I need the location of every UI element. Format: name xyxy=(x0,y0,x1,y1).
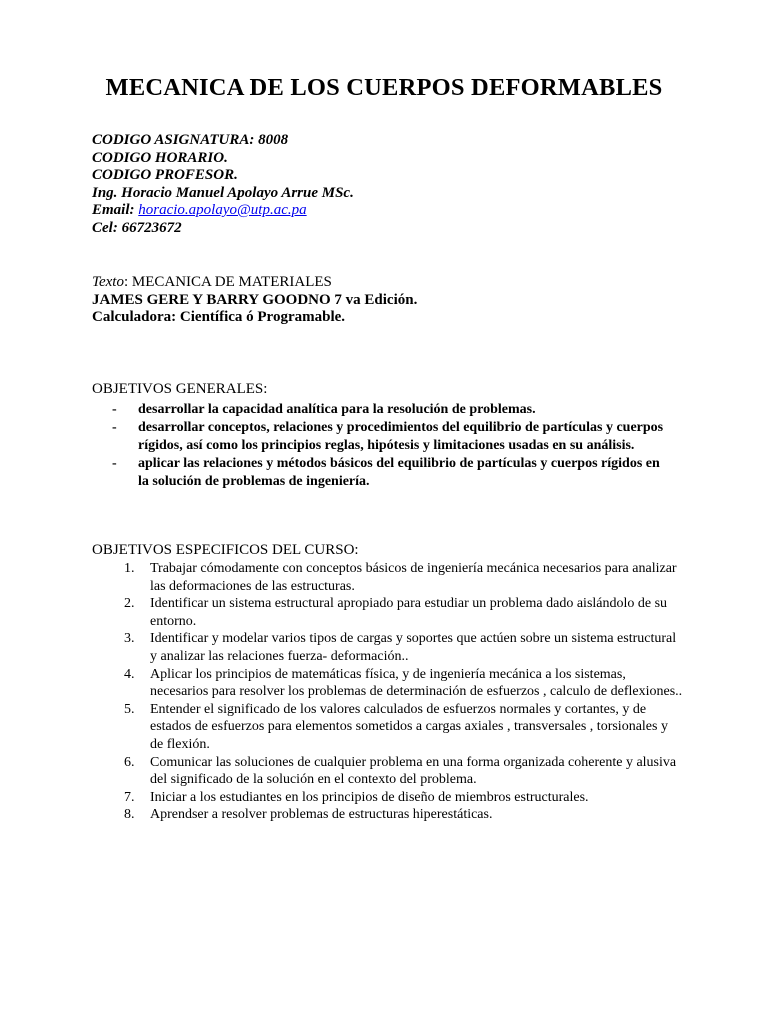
objetivos-generales-heading: OBJETIVOS GENERALES: xyxy=(92,381,268,397)
bullet-dash: - xyxy=(112,420,117,435)
list-item-text: Aplicar los principios de matemáticas física, y de ingeniería mecánica a los sistemas, necesarios para resolver los problemas de determinación de esfuerzos , calculo de deflexiones.. xyxy=(150,666,683,700)
list-number: 4. xyxy=(124,666,135,682)
codigo-horario: CODIGO HORARIO. xyxy=(92,149,228,166)
list-item xyxy=(124,666,684,701)
texto-colon: : xyxy=(123,274,132,290)
textbook-block xyxy=(92,274,417,327)
textbook-authors: JAMES GERE Y BARRY GOODNO 7 va Edición. xyxy=(92,291,418,308)
bullet-dash: - xyxy=(112,456,117,471)
list-item xyxy=(124,806,684,824)
list-item-text: Comunicar las soluciones de cualquier problema en una forma organizada coherente y alusiva del significado de la solución en el contexto del problema. xyxy=(150,754,677,788)
list-item xyxy=(112,401,672,419)
list-item-text: aplicar las relaciones y métodos básicos del equilibrio de partículas y cuerpos rígidos en la solución de problemas de ingeniería. xyxy=(138,456,660,489)
list-item-text: Identificar y modelar varios tipos de cargas y soportes que actúen sobre un sistema estructural y analizar las relaciones fuerza- deformación.. xyxy=(150,631,677,664)
objetivos-generales-list xyxy=(112,401,672,491)
objetivos-especificos-heading: OBJETIVOS ESPECIFICOS DEL CURSO: xyxy=(92,542,359,558)
email-line xyxy=(92,202,354,220)
list-number: 2. xyxy=(124,596,135,612)
list-item-text: Aprendser a resolver problemas de estructuras hiperestáticas. xyxy=(150,807,493,823)
list-number: 5. xyxy=(124,701,135,717)
texto-line xyxy=(92,274,417,292)
list-item xyxy=(124,630,684,665)
list-item xyxy=(112,419,672,455)
calculator-line: Calculadora: Científica ó Programable. xyxy=(92,309,346,325)
list-item-text: desarrollar la capacidad analítica para la resolución de problemas. xyxy=(138,402,536,417)
list-item xyxy=(124,754,684,789)
bullet-dash: - xyxy=(112,402,117,417)
email-label: Email: xyxy=(92,202,139,218)
list-item-text: Trabajar cómodamente con conceptos básicos de ingeniería mecánica necesarios para analizar las deformaciones de las estructuras. xyxy=(150,561,677,594)
list-item xyxy=(124,789,684,807)
course-info-block xyxy=(92,132,354,237)
list-item-text: desarrollar conceptos, relaciones y procedimientos del equilibrio de partículas y cuerpos rígidos, así como los principios reglas, hipótesis y limitaciones usadas en su análisis. xyxy=(138,420,664,453)
objetivos-especificos-list xyxy=(124,560,684,824)
list-number: 6. xyxy=(124,754,135,770)
list-number: 7. xyxy=(124,789,135,805)
list-item xyxy=(124,560,684,595)
codigo-profesor: CODIGO PROFESOR. xyxy=(92,167,238,183)
list-item-text: Entender el significado de los valores calculados de esfuerzos normales y cortantes, y de estados de esfuerzos para elementos sometidos a cargas axiales , transversales , torsionales y de flexión. xyxy=(150,701,668,752)
list-item-text: Iniciar a los estudiantes en los principios de diseño de miembros estructurales. xyxy=(150,789,589,805)
list-item xyxy=(124,595,684,630)
document-title: MECANICA DE LOS CUERPOS DEFORMABLES xyxy=(105,74,663,101)
list-number: 3. xyxy=(124,631,135,647)
cel-line: Cel: 66723672 xyxy=(92,219,182,236)
email-link[interactable]: horacio.apolayo@utp.ac.pa xyxy=(138,202,307,218)
list-item xyxy=(112,455,672,491)
list-number: 1. xyxy=(124,561,135,576)
list-number: 8. xyxy=(124,807,135,823)
texto-label: Texto xyxy=(92,274,124,290)
textbook-title: MECANICA DE MATERIALES xyxy=(131,274,332,290)
codigo-asignatura: CODIGO ASIGNATURA: 8008 xyxy=(92,132,289,148)
list-item xyxy=(124,701,684,754)
list-item-text: Identificar un sistema estructural apropiado para estudiar un problema dado aislándolo de su entorno. xyxy=(150,596,668,629)
professor-name: Ing. Horacio Manuel Apolayo Arrue MSc. xyxy=(92,184,354,201)
